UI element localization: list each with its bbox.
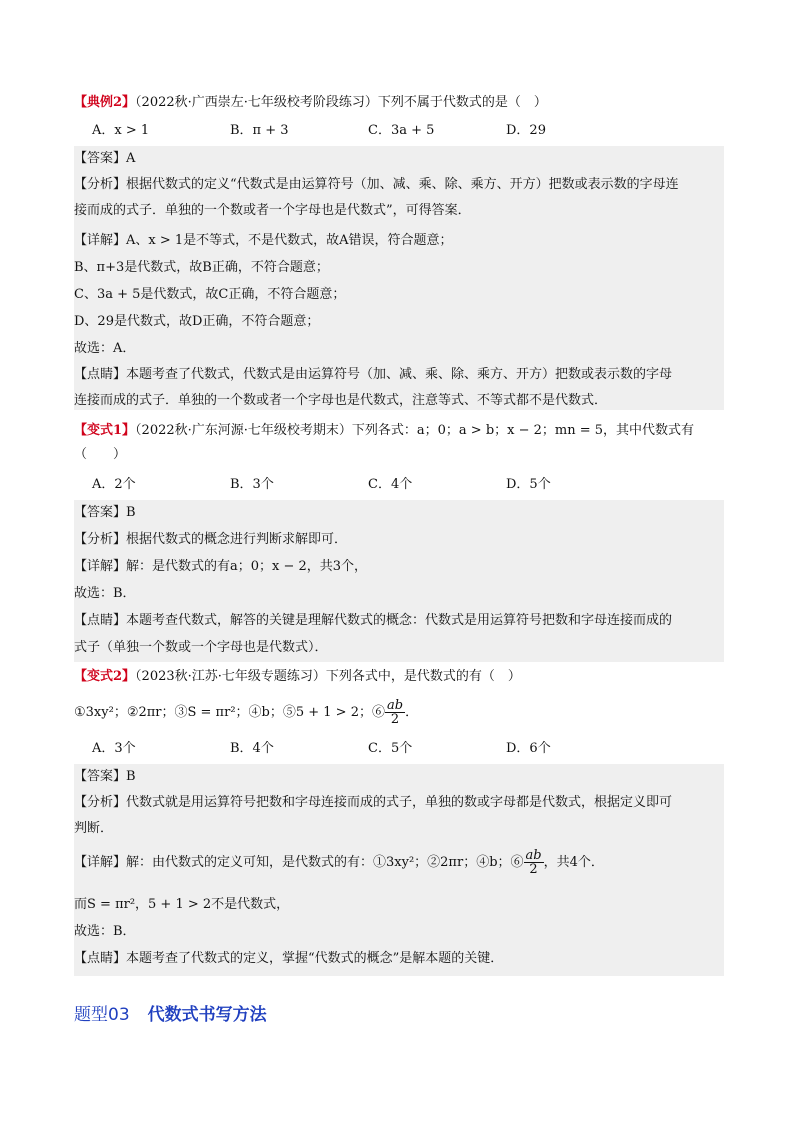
detail-line: D、29是代数式，故D正确，不符合题意； [74, 314, 320, 329]
question-paren: （ ） [74, 447, 127, 462]
answer-line: 【答案】B [74, 505, 136, 520]
section-heading [74, 1000, 267, 1025]
comment-line: 连接而成的式子．单独的一个数或者一个字母也是代数式，注意等式、不等式都不是代数式． [74, 393, 608, 408]
fraction [524, 849, 544, 876]
option-d: D．6个 [506, 741, 551, 756]
analysis-line: 【分析】根据代数式的定义“代数式是由运算符号（加、减、乘、除、乘方、开方）把数或表示数的字母连 [74, 177, 679, 192]
detail-line: B、π+3是代数式，故B正确，不符合题意； [74, 260, 329, 275]
comment-line: 【点睛】本题考查代数式，解答的关键是理解代数式的概念：代数式是用运算符号把数和字母连接而成的 [74, 613, 673, 628]
fraction-numerator: ab [386, 698, 404, 713]
analysis-line: 【分析】根据代数式的概念进行判断求解即可． [74, 532, 348, 547]
option-c: C．3a + 5 [368, 123, 435, 138]
analysis-line: 接而成的式子．单独的一个数或者一个字母也是代数式”，可得答案． [74, 203, 471, 218]
detail-line: C、3a + 5是代数式，故C正确，不符合题意； [74, 287, 346, 302]
example-3-stem [74, 666, 724, 688]
option-d: D．29 [506, 123, 546, 138]
example-tag: 【典例2】 [74, 95, 136, 110]
section-number: 题型03 [74, 1005, 130, 1025]
detail-line: 【详解】A、x > 1是不等式，不是代数式，故A错误，符合题意； [74, 233, 453, 248]
detail-text: 【详解】解：由代数式的定义可知，是代数式的有：①3xy²；②2πr；④b；⑥ [74, 855, 524, 870]
example-2-options [74, 474, 742, 496]
items-end: ． [405, 705, 419, 720]
detail-end: ，共4个． [543, 855, 604, 870]
fraction-numerator: ab [525, 848, 542, 863]
section-title: 代数式书写方法 [147, 1005, 267, 1025]
example-1-options [74, 120, 742, 142]
not-expression-line: 而S = πr²，5 + 1 > 2不是代数式， [74, 897, 290, 912]
option-c: C．5个 [368, 741, 413, 756]
comment-line: 【点睛】本题考查了代数式，代数式是由运算符号（加、减、乘、除、乘方、开方）把数或表示数的字母 [74, 367, 673, 382]
example-3-items [74, 696, 724, 730]
comment-line: 式子（单独一个数或一个字母也是代数式）． [74, 640, 328, 655]
option-a: A．x > 1 [92, 123, 150, 138]
comment-line: 【点睛】本题考查了代数式的定义，掌握“代数式的概念”是解本题的关键． [74, 951, 504, 966]
option-a: A．2个 [92, 477, 136, 492]
option-d: D．5个 [506, 477, 551, 492]
fraction-denominator: 2 [390, 712, 400, 727]
option-b: B．4个 [230, 741, 274, 756]
fraction [385, 699, 405, 726]
option-b: B．3个 [230, 477, 274, 492]
choice-line: 故选：B． [74, 924, 136, 939]
question-text: （2022秋·广西崇左·七年级校考阶段练习）下列不属于代数式的是（ ） [135, 95, 547, 110]
fraction-denominator: 2 [529, 862, 538, 877]
example-3-options [74, 738, 742, 760]
example-2-stem [74, 420, 724, 442]
analysis-line: 判断． [74, 821, 114, 836]
question-text: （2023秋·江苏·七年级专题练习）下列各式中，是代数式的有（ ） [135, 669, 521, 684]
answer-line: 【答案】B [74, 769, 136, 784]
analysis-line: 【分析】代数式就是用运算符号把数和字母连接而成的式子，单独的数或字母都是代数式，根据定义即可 [74, 795, 673, 810]
items-text: ①3xy²；②2πr；③S = πr²；④b；⑤5 + 1 > 2；⑥ [74, 705, 385, 720]
choice-line: 故选：A． [74, 341, 136, 356]
option-a: A．3个 [92, 741, 136, 756]
example-tag: 【变式1】 [74, 423, 136, 438]
option-b: B．π + 3 [230, 123, 289, 138]
detail-line: 【详解】解：是代数式的有a；0；x − 2，共3个， [74, 559, 368, 574]
option-c: C．4个 [368, 477, 413, 492]
example-tag: 【变式2】 [74, 669, 136, 684]
choice-line: 故选：B． [74, 586, 136, 601]
detail-line [74, 846, 724, 880]
question-text: （2022秋·广东河源·七年级校考期末）下列各式：a；0；a > b；x − 2；mn = 5，其中代数式有 [135, 423, 695, 438]
example-1-stem [74, 92, 724, 114]
answer-line: 【答案】A [74, 151, 136, 166]
